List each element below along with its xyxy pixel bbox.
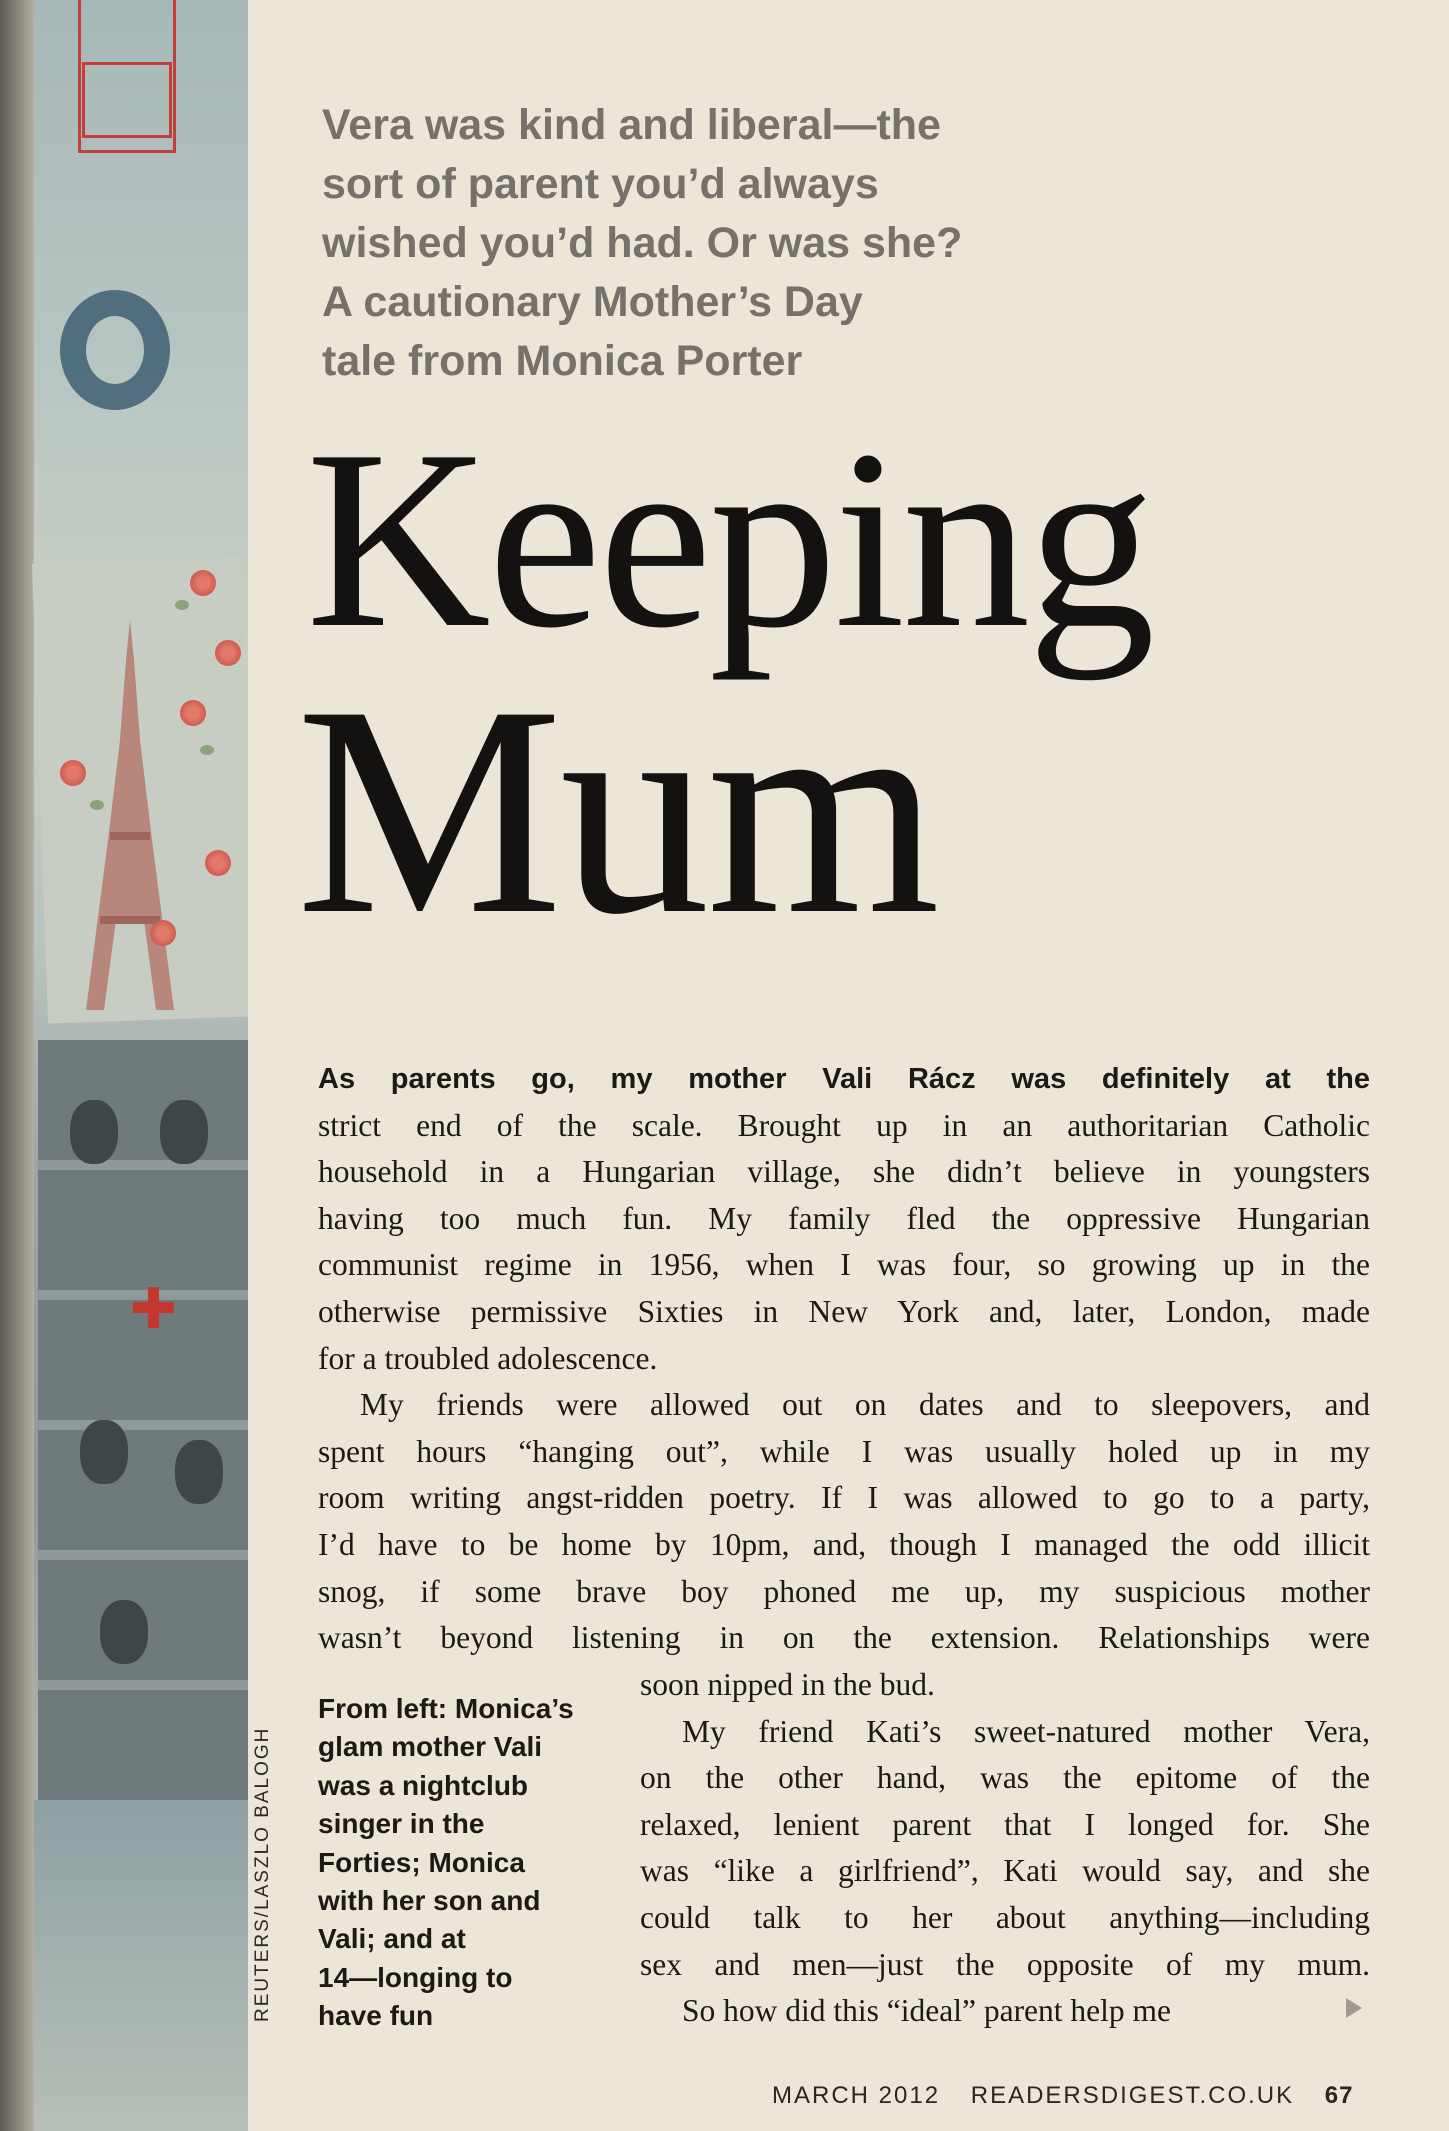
body-line: soon nipped in the bud. [640,1667,935,1702]
portrait-photo [70,1100,118,1164]
photo-caption [318,1690,618,2036]
continue-arrow-icon [1346,1998,1362,2018]
headline-line-1: Keeping [306,398,1153,681]
deck-line: tale from Monica Porter [322,337,803,385]
caption-line: 14—longing to [318,1961,513,1993]
photo-credit: REUTERS/LASZLO BALOGH [252,1726,273,2022]
body-line: sex and men—just the opposite of my mum. [640,1946,1370,1982]
body-line: household in a Hungarian village, she didn’t believe in youngsters [318,1154,1370,1190]
red-cross-icon: ✚ [130,1277,177,1342]
article-body-column-2 [640,1662,1370,2035]
flower-icon [150,920,176,946]
deck-line: A cautionary Mother’s Day [322,278,863,326]
leaf-icon [200,745,214,755]
red-stamp-box [82,62,172,138]
deck-line: wished you’d had. Or was she? [322,219,963,267]
family-photo-strip [38,1040,248,1800]
leaf-icon [90,800,104,810]
caption-line: From left: Monica’s [318,1693,574,1724]
body-line: otherwise permissive Sixties in New York and, later, London, made [318,1293,1370,1329]
caption-line: with her son and [318,1885,541,1917]
flower-icon [205,850,231,876]
flower-icon [190,570,216,596]
portrait-photo [160,1100,208,1164]
deck-line: sort of parent you’d always [322,160,879,208]
magazine-spine [0,0,34,2131]
footer-issue: MARCH 2012 [772,2082,941,2109]
eiffel-tower-icon [70,620,190,1010]
body-line: was “like a girlfriend”, Kati would say, and she [640,1853,1370,1889]
portrait-photo [80,1420,128,1484]
caption-line: was a nightclub [318,1769,529,1801]
photo-collage [0,0,248,2131]
footer-site: READERSDIGEST.CO.UK [970,2082,1295,2109]
blue-ring-graphic [60,290,170,410]
body-line: could talk to her about anything—including [640,1899,1370,1935]
body-line: having too much fun. My family fled the oppressive Hungarian [318,1200,1370,1236]
flower-icon [60,760,86,786]
caption-line: singer in the [318,1808,485,1840]
body-line: My friends were allowed out on dates and to sleepovers, and [360,1387,1370,1423]
body-line: on the other hand, was the epitome of the [640,1760,1370,1796]
headline-line-2: Mum [296,644,938,976]
body-line: room writing angst-ridden poetry. If I was allowed to go to a party, [318,1480,1370,1516]
body-line: spent hours “hanging out”, while I was usually holed up in my [318,1433,1370,1469]
portrait-photo [100,1600,148,1664]
deck-line: Vera was kind and liberal—the [322,101,941,149]
body-line: My friend Kati’s sweet-natured mother Vera, [682,1713,1370,1749]
body-line: relaxed, lenient parent that I longed for. She [640,1806,1370,1842]
body-line: wasn’t beyond listening in on the extension. Relationships were [318,1620,1370,1656]
caption-line: Vali; and at [318,1923,466,1955]
article-body [318,1056,1370,1662]
page-number: 67 [1324,2082,1354,2109]
portrait-photo [175,1440,223,1504]
body-line: communist regime in 1956, when I was four, so growing up in the [318,1247,1370,1283]
article-deck [322,96,1222,391]
caption-line: glam mother Vali [318,1731,543,1763]
body-line: So how did this “ideal” parent help me [682,1993,1172,2029]
page-footer [772,2082,1354,2110]
lead-line: As parents go, my mother Vali Rácz was definitely at the [318,1063,1370,1095]
collage-bottom-band [34,1800,248,2131]
body-line: I’d have to be home by 10pm, and, though I managed the odd illicit [318,1526,1370,1562]
body-line: for a troubled adolescence. [318,1340,658,1376]
caption-line: Forties; Monica [318,1846,525,1878]
flower-icon [215,640,241,666]
flower-icon [180,700,206,726]
leaf-icon [175,600,189,610]
body-line: snog, if some brave boy phoned me up, my suspicious mother [318,1573,1370,1609]
caption-line: have fun [318,2000,434,2032]
body-line: strict end of the scale. Brought up in an authoritarian Catholic [318,1107,1370,1143]
